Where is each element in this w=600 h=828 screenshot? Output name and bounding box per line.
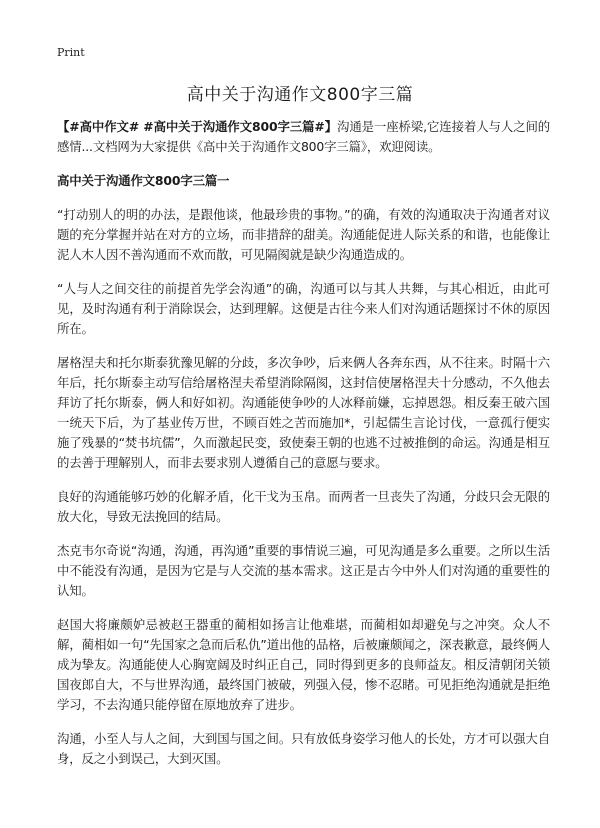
intro-text: 沟通是一座桥梁,它连接着人与人之间的感情...文档网为大家提供《高中关于沟通作文800字三篇》，欢迎阅读。 [57,119,550,154]
body-paragraph: 赵国大将廉颇妒忌被赵王器重的蔺相如扬言让他难堪，而蔺相如却避免与之冲突。众人不解，蔺相如一句“先国家之急而后私仇”道出他的品格，后被廉颇闻之，深表歉意，最终俩人成为挚友。沟通能使人心胸宽阔及时纠正自己，同时得到更多的良师益友。相反清朝闭关锁国夜郎自大，不与世界沟通，最终国门被破，列强入侵，惨不忍睹。可见拒绝沟通就是拒绝学习，不去沟通只能停留在原地放弃了进步。 [57,617,550,712]
body-paragraph: 屠格涅夫和托尔斯泰犹豫见解的分歧，多次争吵，后来俩人各奔东西，从不往来。时隔十六年后，托尔斯泰主动写信给屠格涅夫希望消除隔阂，这封信使屠格涅夫十分感动，不久他去拜访了托尔斯泰，俩人和好如初。沟通能使争吵的人冰释前嫌，忘掉恩怨。相反秦王破六国一统天下后，为了基业传万世，不顾百姓之苦而施加*，引起儒生言论讨伐，一意孤行便实施了残暴的“焚书坑儒”，久而激起民变，致使秦王朝的也逃不过被推倒的命运。沟通是相互的去善于理解别人，而非去要求别人遵循自己的意愿与要求。 [57,355,550,470]
body-paragraph: “人与人之间交往的前提首先学会沟通”的确，沟通可以与其人共舞，与其心相近，由此可见，及时沟通有利于消除误会，达到理解。这便是古往今来人们对沟通话题探讨不休的原因所在。 [57,281,550,336]
body-paragraph: 沟通，小至人与人之间，大到国与国之间。只有放低身姿学习他人的长处，方才可以强大自身，反之小到误己，大到灭国。 [57,731,550,766]
section-heading: 高中关于沟通作文800字三篇一 [57,173,230,188]
body-paragraph: 杰克韦尔奇说“沟通，沟通，再沟通”重要的事情说三遍，可见沟通是多么重要。之所以生活中不能没有沟通，是因为它是与人交流的基本需求。这正是古今中外人们对沟通的重要性的认知。 [57,543,550,598]
article-body [57,117,550,783]
intro-tag: 【#高中作文# #高中关于沟通作文800字三篇#】 [57,119,338,134]
intro-paragraph [57,117,550,157]
body-paragraph: 良好的沟通能够巧妙的化解矛盾，化干戈为玉帛。而两者一旦丧失了沟通，分歧只会无限的放大化，导致无法挽回的结局。 [57,489,550,524]
page-title: 高中关于沟通作文800字三篇 [186,85,414,105]
print-label: Print [57,46,85,59]
body-paragraph: “打动别人的明的办法，是跟他谈，他最珍贵的事物。”的确，有效的沟通取决于沟通者对议题的充分掌握并站在对方的立场，而非措辞的甜美。沟通能促进人际关系的和谐，也能像让泥人木人因不善沟通而不欢而散，可见隔阂就是缺少沟通造成的。 [57,207,550,262]
